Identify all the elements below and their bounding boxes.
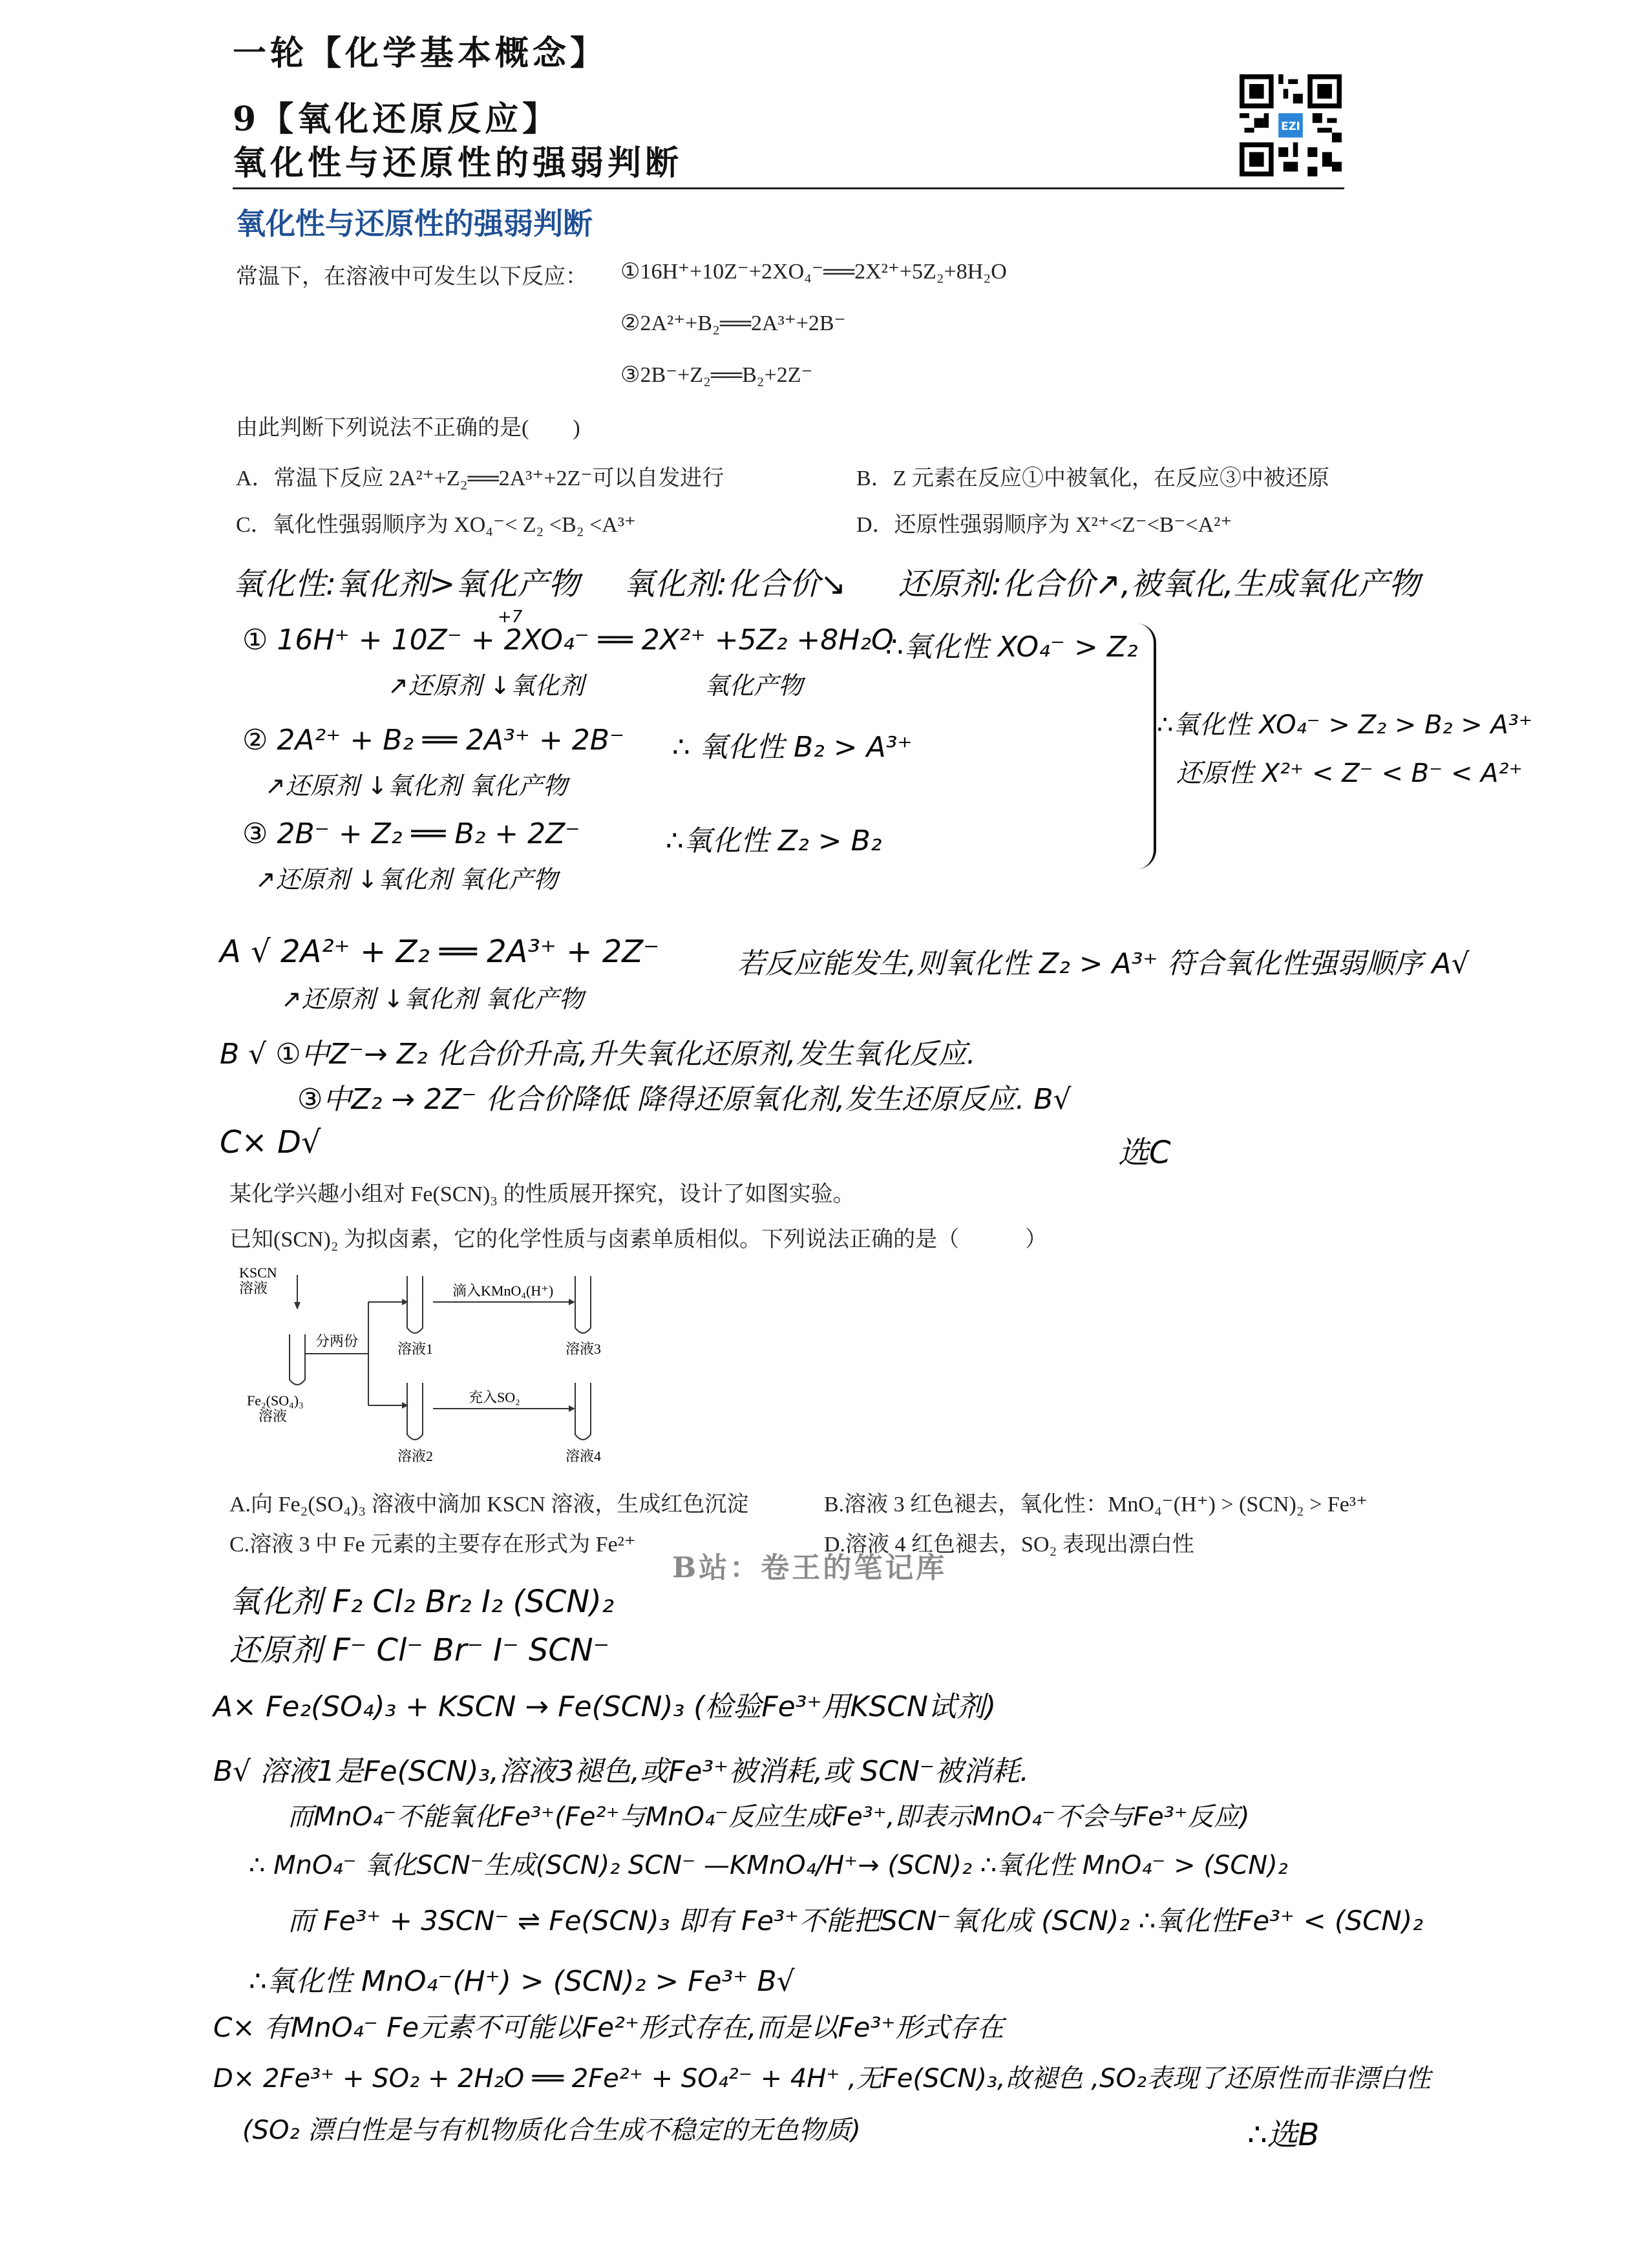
note-q2-b2: 而MnO₄⁻不能氧化Fe³⁺(Fe²⁺与MnO₄⁻反应生成Fe³⁺,即表示MnO₄⁻不会与Fe³⁺反应) bbox=[288, 1802, 1250, 1832]
test-tube-4 bbox=[575, 1383, 591, 1440]
label-fe-solution: Fe₂(SO₄)₃ bbox=[247, 1392, 304, 1409]
note-q2-c: C× 有MnO₄⁻ Fe元素不可能以Fe²⁺形式存在,而是以Fe³⁺形式存在 bbox=[213, 2011, 1004, 2043]
q1-equation-3: ③2B⁻+Z₂══B₂+2Z⁻ bbox=[620, 363, 813, 387]
label-solution-4: 溶液4 bbox=[565, 1448, 602, 1464]
note-r2-conclusion: ∴ 氧化性 B₂ > A³⁺ bbox=[672, 731, 913, 764]
note-option-b-line2: ③中Z₂ → 2Z⁻ 化合价降低 降得还原氧化剂,发生还原反应. B√ bbox=[297, 1083, 1072, 1116]
test-tube-1 bbox=[407, 1276, 423, 1333]
note-r1-product: 氧化产物 bbox=[704, 671, 803, 700]
qr-code-icon[interactable] bbox=[1240, 74, 1342, 176]
note-q2-b3: ∴ MnO₄⁻ 氧化SCN⁻生成(SCN)₂ SCN⁻ —KMnO₄/H⁺→ (SCN)₂ ∴氧化性 MnO₄⁻ > (SCN)₂ bbox=[249, 1851, 1288, 1880]
q1-intro: 常温下，在溶液中可发生以下反应： bbox=[236, 265, 587, 289]
test-tube-start bbox=[290, 1334, 305, 1385]
q2-option-b: B.溶液 3 红色褪去，氧化性：MnO₄⁻(H⁺) > (SCN)₂ > Fe³⁺ bbox=[824, 1493, 1368, 1517]
note-option-a-roles: ↗还原剂 ↓氧化剂 氧化产物 bbox=[281, 985, 584, 1013]
q1-option-c: C．氧化性强弱顺序为 XO₄⁻< Z₂ <B₂ <A³⁺ bbox=[236, 513, 636, 537]
q2-option-a: A.向 Fe₂(SO₄)₃ 溶液中滴加 KSCN 溶液，生成红色沉淀 bbox=[229, 1493, 749, 1517]
label-solution-1: 溶液1 bbox=[397, 1341, 434, 1357]
note-option-a: A √ 2A²⁺ + Z₂ ══ 2A³⁺ + 2Z⁻ bbox=[220, 934, 660, 970]
q2-stem: 已知(SCN)₂ 为拟卤素，它的化学性质与卤素单质相似。下列说法正确的是（ ） bbox=[229, 1228, 1048, 1252]
q1-equation-1: ①16H⁺+10Z⁻+2XO₄⁻══2X²⁺+5Z₂+8H₂O bbox=[620, 260, 1007, 284]
test-tube-3 bbox=[575, 1276, 591, 1333]
note-r3-conclusion: ∴氧化性 Z₂ > B₂ bbox=[666, 824, 882, 857]
series-title: 一轮【化学基本概念】 bbox=[233, 34, 608, 73]
note-q2-b4: 而 Fe³⁺ + 3SCN⁻ ⇌ Fe(SCN)₃ 即有 Fe³⁺不能把SCN⁻氧化成 (SCN)₂ ∴氧化性Fe³⁺ < (SCN)₂ bbox=[288, 1905, 1424, 1937]
q1-option-b: B．Z 元素在反应①中被氧化，在反应③中被还原 bbox=[856, 467, 1329, 490]
test-tube-2 bbox=[407, 1383, 423, 1440]
experiment-diagram bbox=[233, 1263, 646, 1483]
note-r1-equation: ① 16H⁺ + 10Z⁻ + 2XO₄⁻ ══ 2X²⁺ +5Z₂ +8H₂O bbox=[242, 624, 894, 656]
label-add-kmno4: 滴入KMnO₄(H⁺) bbox=[452, 1283, 554, 1299]
label-solution-3: 溶液3 bbox=[565, 1341, 602, 1357]
chapter-title: 9【氧化还原反应】 bbox=[233, 100, 560, 139]
q1-option-a: A．常温下反应 2A²⁺+Z₂══2A³⁺+2Z⁻可以自发进行 bbox=[236, 467, 724, 490]
watermark: B站：卷王的笔记库 bbox=[672, 1551, 947, 1584]
label-fe-solution-2: 溶液 bbox=[259, 1408, 288, 1424]
summary-brace bbox=[1128, 624, 1156, 869]
label-add-so2: 充入SO₂ bbox=[469, 1389, 520, 1405]
q1-option-d: D．还原性强弱顺序为 X²⁺<Z⁻<B⁻<A²⁺ bbox=[856, 513, 1232, 537]
note-answer-1: 选C bbox=[1118, 1135, 1171, 1171]
note-reductants: 还原剂 F⁻ Cl⁻ Br⁻ I⁻ SCN⁻ bbox=[229, 1632, 610, 1668]
note-option-cd: C× D√ bbox=[220, 1124, 321, 1160]
note-r1-roles: ↗还原剂 ↓氧化剂 bbox=[388, 671, 584, 700]
note-summary-oxidizing: ∴氧化性 XO₄⁻ > Z₂ > B₂ > A³⁺ bbox=[1157, 710, 1533, 740]
note-r3-roles: ↗还原剂 ↓氧化剂 氧化产物 bbox=[255, 865, 558, 894]
q2-option-d: D.溶液 4 红色褪去，SO₂ 表现出漂白性 bbox=[824, 1533, 1194, 1557]
note-r2-roles: ↗还原剂 ↓氧化剂 氧化产物 bbox=[265, 772, 567, 800]
note-r1-valence-mark: +7 bbox=[498, 607, 523, 627]
note-answer-2: ∴选B bbox=[1247, 2117, 1320, 2153]
label-solution-2: 溶液2 bbox=[397, 1448, 434, 1464]
label-kscn: KSCN bbox=[239, 1265, 277, 1281]
note-r1-conclusion: ∴氧化性 XO₄⁻ > Z₂ bbox=[885, 631, 1138, 664]
note-oxidants: 氧化剂 F₂ Cl₂ Br₂ I₂ (SCN)₂ bbox=[229, 1584, 615, 1620]
header-divider bbox=[233, 187, 1344, 189]
note-option-b-line1: B √ ①中Z⁻→ Z₂ 化合价升高,升失氧化还原剂,发生氧化反应. bbox=[220, 1038, 976, 1071]
label-split: 分两份 bbox=[315, 1333, 359, 1349]
q2-intro: 某化学兴趣小组对 Fe(SCN)₃ 的性质展开探究，设计了如图实验。 bbox=[229, 1182, 855, 1206]
note-summary-reducing: 还原性 X²⁺ < Z⁻ < B⁻ < A²⁺ bbox=[1176, 759, 1523, 788]
note-rule-oxidizing: 氧化性:氧化剂>氧化产物 bbox=[233, 566, 580, 602]
note-r2-equation: ② 2A²⁺ + B₂ ══ 2A³⁺ + 2B⁻ bbox=[242, 724, 625, 757]
note-q2-d2: (SO₂ 漂白性是与有机物质化合生成不稳定的无色物质) bbox=[242, 2116, 861, 2145]
page-subtitle: 氧化性与还原性的强弱判断 bbox=[233, 143, 683, 183]
q1-stem: 由此判断下列说法不正确的是( ) bbox=[236, 416, 580, 440]
note-r3-equation: ③ 2B⁻ + Z₂ ══ B₂ + 2Z⁻ bbox=[242, 817, 580, 850]
q1-equation-2: ②2A²⁺+B₂══2A³⁺+2B⁻ bbox=[620, 311, 846, 335]
qr-label: EZI bbox=[1281, 120, 1300, 132]
note-q2-d1: D× 2Fe³⁺ + SO₂ + 2H₂O ══ 2Fe²⁺ + SO₄²⁻ + 4H⁺ ,无Fe(SCN)₃,故褪色 ,SO₂表现了还原性而非漂白性 bbox=[213, 2064, 1431, 2094]
note-rule-oxidant: 氧化剂:化合价↘ bbox=[624, 566, 847, 602]
section-title: 氧化性与还原性的强弱判断 bbox=[236, 206, 593, 241]
note-q2-b5: ∴氧化性 MnO₄⁻(H⁺) > (SCN)₂ > Fe³⁺ B√ bbox=[249, 1965, 795, 1998]
q2-option-c: C.溶液 3 中 Fe 元素的主要存在形式为 Fe²⁺ bbox=[229, 1533, 636, 1557]
note-option-a-reason: 若反应能发生,则氧化性 Z₂ > A³⁺ 符合氧化性强弱顺序 A√ bbox=[737, 947, 1470, 980]
note-q2-a: A× Fe₂(SO₄)₃ + KSCN → Fe(SCN)₃ (检验Fe³⁺用KSCN试剂) bbox=[213, 1690, 997, 1723]
note-q2-b1: B√ 溶液1是Fe(SCN)₃,溶液3褪色,或Fe³⁺被消耗,或 SCN⁻被消耗. bbox=[213, 1755, 1030, 1788]
drop-icon bbox=[294, 1302, 301, 1310]
note-rule-reductant: 还原剂:化合价↗,被氧化,生成氧化产物 bbox=[898, 566, 1420, 602]
label-kscn-solution: 溶液 bbox=[239, 1280, 268, 1296]
